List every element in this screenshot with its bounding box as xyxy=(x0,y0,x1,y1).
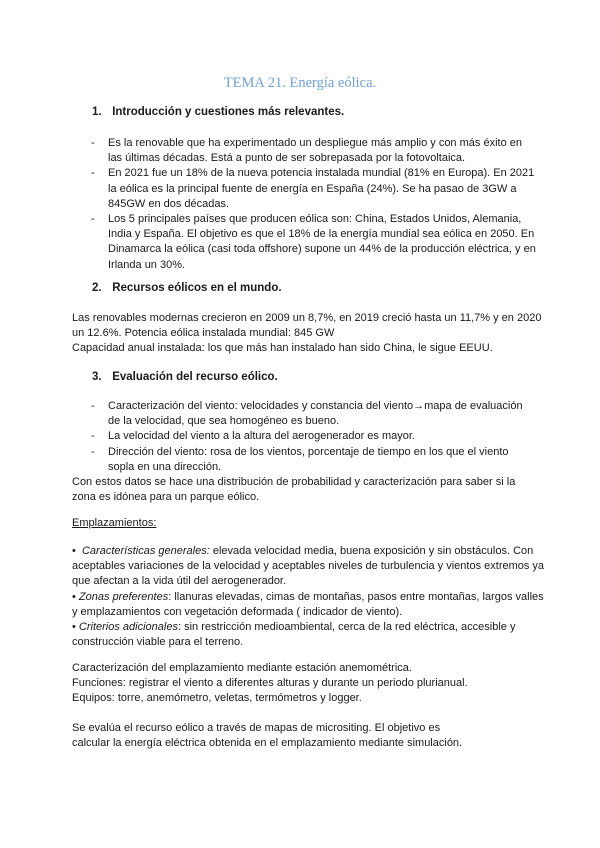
bullet-icon: • xyxy=(72,590,76,603)
emplazamientos-list xyxy=(72,544,547,650)
section-title: Evaluación del recurso eólico. xyxy=(112,371,278,383)
bullet-icon: • xyxy=(72,621,76,634)
item-label: Criterios adicionales xyxy=(78,621,178,634)
item-text: elevada velocidad media, buena exposición y sin obstáculos. Con aceptables variaciones de la velocidad y aceptables niveles de turbulencia y vientos extremos ya que afectan a la vida útil del aerogenerador. xyxy=(72,545,545,588)
item-text: : llanuras elevadas, cimas de montañas, pasos entre montañas, largos valles y emplazamientos con vegetación deformada ( indicador de viento). xyxy=(72,590,544,618)
paragraph-line: Equipos: torre, anemómetro, veletas, termómetros y logger. xyxy=(72,692,362,705)
section-heading-1 xyxy=(92,106,344,118)
list-item: - Caracterización del viento: velocidades y constancia del viento→mapa de evaluación de la velocidad, que sea homogéneo es bueno. xyxy=(91,399,536,429)
estacion-paragraph xyxy=(72,661,542,707)
list-item xyxy=(72,590,547,620)
section-heading-3 xyxy=(92,371,278,383)
list-item: - La velocidad del viento a la altura del aerogenerador es mayor. xyxy=(91,429,536,444)
section-number: 2. xyxy=(92,282,102,294)
paragraph-line: Con estos datos se hace una distribución de probabilidad y caracterización para saber si la zona es idónea para un parque eólico. xyxy=(72,476,516,504)
recursos-paragraph xyxy=(72,311,542,357)
section-title: Introducción y cuestiones más relevantes. xyxy=(112,106,345,118)
section-number: 3. xyxy=(92,371,102,383)
item-label: Características generales: xyxy=(81,545,210,557)
paragraph-line: Funciones: registrar el viento a diferentes alturas y durante un periodo plurianual. xyxy=(72,677,468,690)
evaluacion-bullet-list xyxy=(91,399,536,475)
paragraph-line: Caracterización del emplazamiento mediante estación anemométrica. xyxy=(72,662,412,674)
section-title: Recursos eólicos en el mundo. xyxy=(112,282,282,294)
list-item: - Dirección del viento: rosa de los vientos, porcentaje de tiempo en los que el viento sopla en una dirección. xyxy=(91,445,536,475)
intro-bullet-list xyxy=(91,136,536,273)
final-paragraph xyxy=(72,721,542,751)
section-number: 1. xyxy=(92,106,102,118)
list-item xyxy=(72,620,547,650)
bullet-icon: • xyxy=(72,545,76,557)
list-item: - En 2021 fue un 18% de la nueva potencia instalada mundial (81% en Europa). En 2021 la eólica es la principal fuente de energía en España (24%). Se ha pasao de 3GW a 845GW en dos décadas. xyxy=(91,166,536,212)
item-label: Zonas preferentes xyxy=(78,590,169,603)
evaluacion-paragraph xyxy=(72,475,542,505)
subheading: Emplazamientos: xyxy=(72,517,157,529)
page-title: TEMA 21. Energía eólica. xyxy=(223,75,377,91)
paragraph-line: Las renovables modernas crecieron en 2009 un 8,7%, en 2019 creció hasta un 11,7% y en 2020 un 12.6%. Potencia eólica instalada mundial: 845 GW xyxy=(72,312,542,340)
list-item: - Los 5 principales países que producen eólica son: China, Estados Unidos, Alemania, India y España. El objetivo es que el 18% de la energía mundial sea eólica en 2050. En Dinamarca la eólica (casi toda offshore) supone un 44% de la producción eléctrica, y en Irlanda un 30%. xyxy=(91,212,536,273)
paragraph-line: Capacidad anual instalada: los que más han instalado han sido China, le sigue EEUU. xyxy=(72,342,493,355)
section-heading-2 xyxy=(92,282,282,294)
list-item: - Es la renovable que ha experimentado un despliegue más amplio y con más éxito en las últimas décadas. Está a punto de ser sobrepasada por la fotovoltaica. xyxy=(91,136,536,166)
paragraph-line: Se evalúa el recurso eólico a través de mapas de micrositing. El objetivo es xyxy=(72,722,441,734)
paragraph-line: calcular la energía eléctrica obtenida en el emplazamiento mediante simulación. xyxy=(72,737,463,750)
emplazamientos-heading xyxy=(72,516,542,531)
item-text: : sin restricción medioambiental, cerca de la red eléctrica, accesible y construcción viable para el terreno. xyxy=(72,621,516,649)
list-item xyxy=(72,544,547,590)
